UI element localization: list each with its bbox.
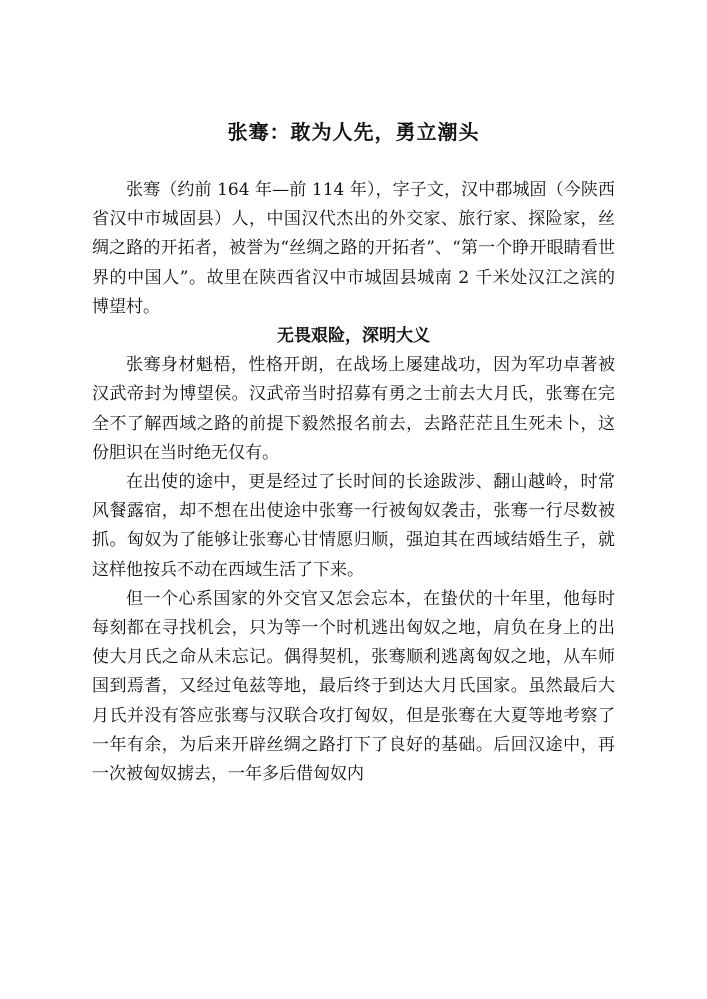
section-heading: 无畏艰险，深明大义	[277, 326, 430, 347]
intro-paragraph: 张骞（约前 164 年—前 114 年），字子文，汉中郡城固（今陕西省汉中市城固县）人，中国汉代杰出的外交家、旅行家、探险家，丝绸之路的开拓者，被誉为“丝绸之路的开拓者”、“第一个睁开眼睛看世界的中国人”。故里在陕西省汉中市城固县城南 2 千米处汉江之滨的博望村。	[92, 180, 615, 317]
body-paragraph-3: 但一个心系国家的外交官又怎会忘本，在蛰伏的十年里，他每时每刻都在寻找机会，只为等一个时机逃出匈奴之地，肩负在身上的出使大月氏之命从未忘记。偶得契机，张骞顺利逃离匈奴之地，从车师国到焉耆，又经过龟兹等地，最后终于到达大月氏国家。虽然最后大月氏并没有答应张骞与汉联合攻打匈奴，但是张骞在大夏等地考察了一年有余，为后来开辟丝绸之路打下了良好的基础。后回汉途中，再一次被匈奴掳去，一年多后借匈奴内	[92, 588, 615, 785]
page-title: 张骞：敢为人先，勇立潮头	[227, 120, 480, 144]
document-page	[92, 112, 615, 789]
body-paragraph-2: 在出使的途中，更是经过了长时间的长途跋涉、翻山越岭，时常风餐露宿，却不想在出使途中张骞一行被匈奴袭击，张骞一行尽数被抓。匈奴为了能够让张骞心甘情愿归顺，强迫其在西域结婚生子，就这样他按兵不动在西域生活了下来。	[92, 472, 615, 580]
body-paragraph-1: 张骞身材魁梧，性格开朗，在战场上屡建战功，因为军功卓著被汉武帝封为博望侯。汉武帝当时招募有勇之士前去大月氏，张骞在完全不了解西域之路的前提下毅然报名前去，去路茫茫且生死未卜，这份胆识在当时绝无仅有。	[92, 355, 615, 463]
